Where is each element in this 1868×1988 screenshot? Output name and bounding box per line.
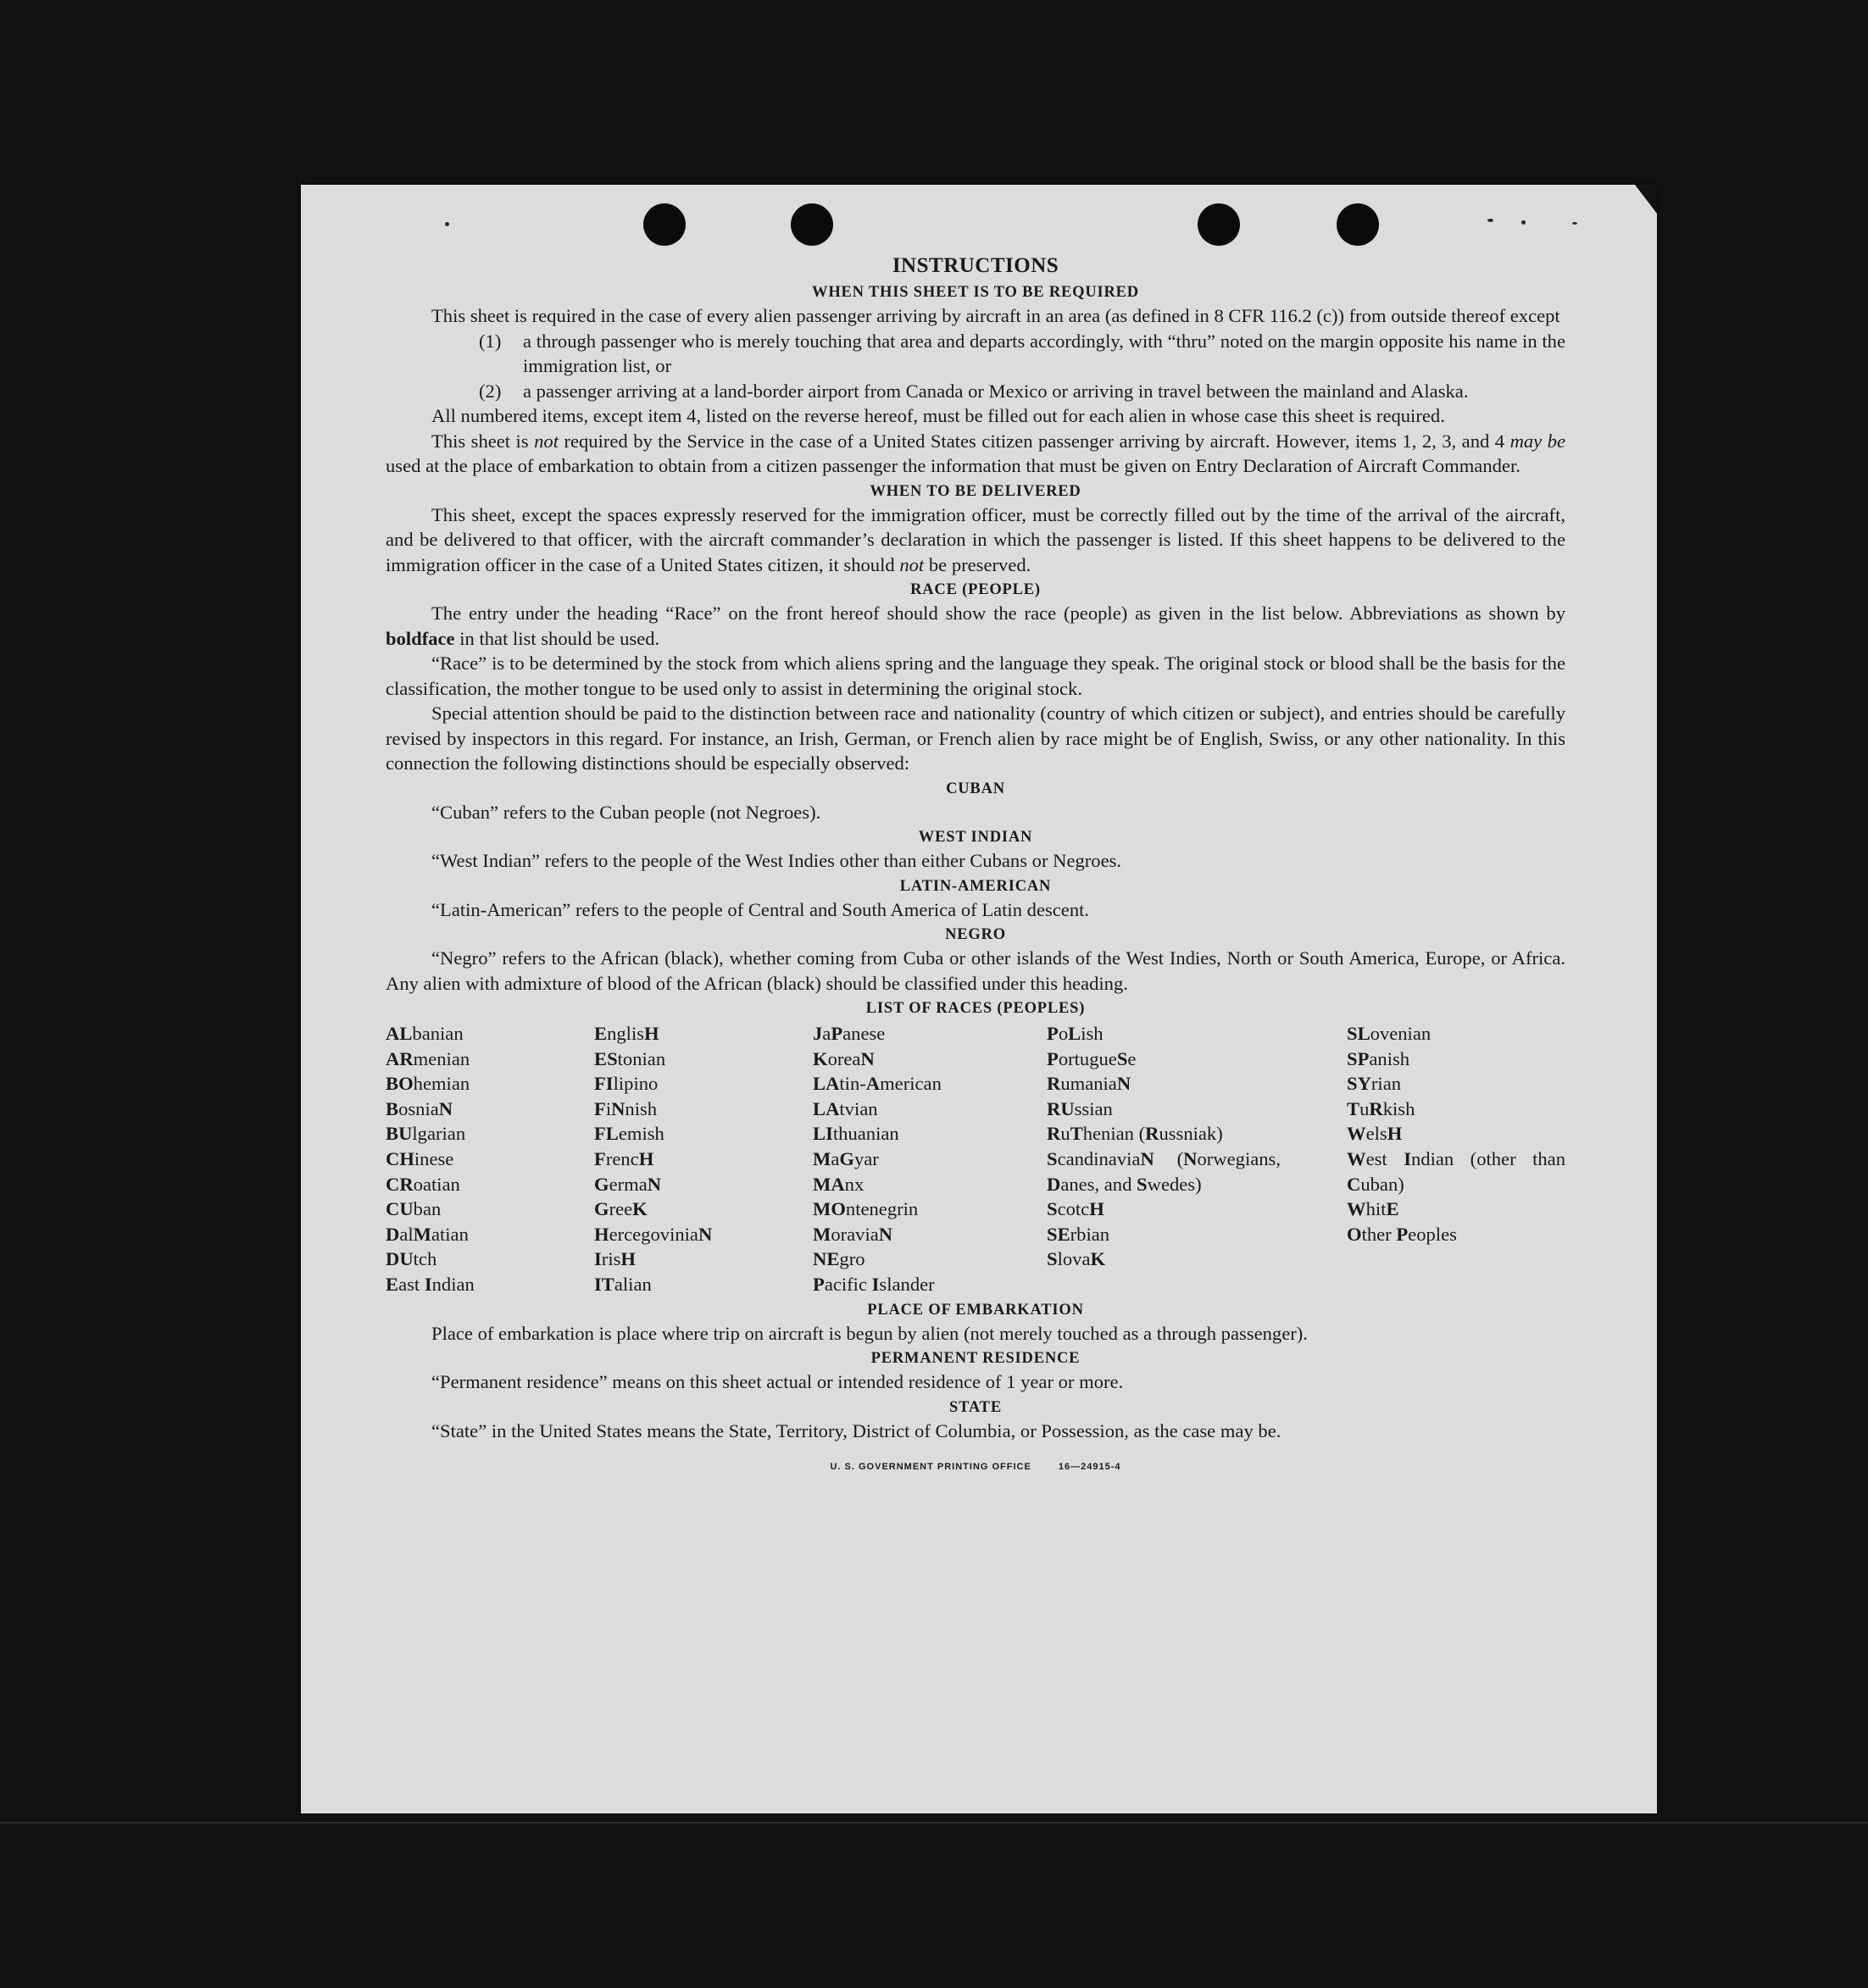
race-entry: BUlgarian [386, 1123, 466, 1145]
race-entry: RUssian [1047, 1097, 1113, 1119]
race-entry: SYrian [1347, 1073, 1402, 1095]
races-column-2 [594, 1021, 813, 1297]
races-list [386, 1021, 1565, 1297]
race-entry: CRoatian [386, 1173, 460, 1195]
race-entry: BosniaN [386, 1097, 453, 1119]
race-entry: MAnx [813, 1173, 865, 1195]
race-entry: GreeK [594, 1198, 648, 1220]
folded-corner [1635, 185, 1657, 214]
race-entry: MaGyar [813, 1147, 879, 1169]
item-text: a through passenger who is merely touching that area and departs accordingly, with “thru” noted on the margin opposite his name in the immigration list, or [523, 330, 1565, 376]
heading-west-indian: WEST INDIAN [918, 829, 1033, 846]
instruction-sheet [301, 185, 1657, 1813]
race-entry: ARmenian [386, 1047, 470, 1069]
speck [1521, 220, 1526, 225]
exception-item-2 [479, 379, 1565, 404]
race-paragraph-3: Special attention should be paid to the distinction between race and nationality (country of which citizen or subject), and entries should be carefully revised by inspectors in this regard. For instance, an Irish, German, or French alien by race might be of English, Swiss, or any other nationality. In this connection the following distinctions should be especially observed: [386, 702, 1565, 774]
when-required-intro: This sheet is required in the case of every alien passenger arriving by aircraft in an area (as defined in 8 CFR 116.2 (c)) from outside thereof except [431, 305, 1560, 326]
race-entry: West Indian (other than Cuban) [1347, 1147, 1566, 1195]
text-run: in that list should be used. [454, 627, 660, 649]
form-code: 16—24915-4 [1058, 1462, 1121, 1473]
race-entry: DalMatian [386, 1223, 469, 1245]
speck [445, 222, 449, 226]
heading-list-of-races: LIST OF RACES (PEOPLES) [865, 1000, 1086, 1017]
race-paragraph-2: “Race” is to be determined by the stock from which aliens spring and the language they speak. The original stock or blood shall be the basis for the classification, the mother tongue to be used only to assist in determining the original stock. [386, 652, 1565, 699]
race-entry: WelsH [1347, 1123, 1403, 1145]
printing-office: U. S. GOVERNMENT PRINTING OFFICE [830, 1462, 1031, 1473]
negro-text: “Negro” refers to the African (black), whether coming from Cuba or other islands of the West Indies, North or South America, Europe, or Africa. Any alien with admixture of blood of the African (black) should be classified under this heading. [386, 947, 1565, 994]
races-column-5 [1347, 1021, 1565, 1297]
race-entry: EStonian [594, 1047, 666, 1069]
italic-not: not [534, 430, 559, 452]
race-entry: IrisH [594, 1248, 636, 1270]
punch-hole-1 [643, 203, 686, 246]
speck [1487, 219, 1493, 222]
race-entry: FLemish [594, 1123, 664, 1145]
race-entry: HercegoviniaN [594, 1223, 713, 1245]
race-entry: FiNnish [594, 1097, 658, 1119]
heading-when-required: WHEN THIS SHEET IS TO BE REQUIRED [812, 284, 1139, 301]
races-column-1 [386, 1021, 594, 1297]
race-entry: RuThenian (Russniak) [1047, 1123, 1223, 1145]
race-entry: SErbian [1047, 1223, 1110, 1245]
race-entry: ITalian [594, 1273, 652, 1295]
text-run: be preserved. [924, 553, 1031, 575]
race-entry: SPanish [1347, 1047, 1410, 1069]
race-entry: CUban [386, 1198, 442, 1220]
race-entry: FIlipino [594, 1073, 659, 1095]
punch-hole-3 [1198, 203, 1240, 246]
text-run: The entry under the heading “Race” on the front hereof should show the race (people) as given in the list below. Abbreviations as shown by [431, 603, 1565, 624]
permanent-residence-text: “Permanent residence” means on this sheet actual or intended residence of 1 year or more. [431, 1371, 1124, 1393]
heading-embarkation: PLACE OF EMBARKATION [867, 1301, 1084, 1319]
printer-imprint [386, 1455, 1565, 1480]
heading-state: STATE [949, 1398, 1002, 1416]
heading-negro: NEGRO [945, 926, 1006, 943]
text-run: This sheet is [431, 430, 535, 452]
race-entry: GermaN [594, 1173, 662, 1195]
race-entry: East Indian [386, 1273, 475, 1295]
citizen-paragraph [386, 429, 1565, 479]
race-entry: MoraviaN [813, 1223, 893, 1245]
race-entry: ScandinaviaN (Norwegians, Danes, and Swedes) [1047, 1147, 1281, 1195]
race-entry: LAtin-American [813, 1073, 942, 1095]
race-entry: ScotcH [1047, 1198, 1104, 1220]
scan-border-line [0, 1822, 1868, 1824]
latin-american-text: “Latin-American” refers to the people of Central and South America of Latin descent. [431, 898, 1090, 920]
race-entry: SlovaK [1047, 1248, 1106, 1270]
heading-permanent-residence: PERMANENT RESIDENCE [870, 1350, 1081, 1368]
item-number: (1) [479, 330, 502, 352]
punch-hole-4 [1337, 203, 1379, 246]
race-entry: WhitE [1347, 1198, 1399, 1220]
heading-cuban: CUBAN [946, 780, 1005, 797]
item-text: a passenger arriving at a land-border airport from Canada or Mexico or arriving in travel between the mainland and Alaska. [523, 380, 1469, 402]
race-entry: TuRkish [1347, 1097, 1415, 1119]
heading-latin-american: LATIN-AMERICAN [899, 877, 1052, 895]
text-run: used at the place of embarkation to obtain from a citizen passenger the information that must be given on Entry Declaration of Aircraft Commander. [386, 455, 1521, 476]
race-entry: BOhemian [386, 1073, 470, 1095]
west-indian-text: “West Indian” refers to the people of the West Indies other than either Cubans or Negroes. [431, 850, 1122, 871]
race-entry: LAtvian [813, 1097, 878, 1119]
item-number: (2) [479, 380, 502, 402]
race-paragraph-1 [386, 601, 1565, 651]
instructions-content [386, 253, 1565, 1480]
heading-race: RACE (PEOPLE) [910, 581, 1041, 598]
race-entry: MOntenegrin [813, 1198, 919, 1220]
race-entry: JaPanese [813, 1023, 886, 1044]
race-entry: Other Peoples [1347, 1223, 1457, 1245]
speck [1572, 222, 1577, 225]
bold-boldface: boldface [386, 627, 455, 649]
race-entry: Pacific Islander [813, 1273, 935, 1295]
state-text: “State” in the United States means the State, Territory, District of Columbia, or Possession, as the case may be. [431, 1419, 1281, 1441]
race-entry: RumaniaN [1047, 1073, 1131, 1095]
race-entry: DUtch [386, 1248, 437, 1270]
race-entry: ALbanian [386, 1023, 464, 1044]
heading-when-delivered: WHEN TO BE DELIVERED [870, 482, 1081, 500]
punch-hole-2 [791, 203, 833, 246]
document-title: INSTRUCTIONS [892, 254, 1059, 277]
race-entry: CHinese [386, 1147, 454, 1169]
race-entry: PortugueSe [1047, 1047, 1137, 1069]
embarkation-text: Place of embarkation is place where trip on aircraft is begun by alien (not merely touched as a through passenger). [431, 1322, 1308, 1344]
race-entry: SLovenian [1347, 1023, 1432, 1044]
races-column-3 [813, 1021, 1047, 1297]
numbered-items-paragraph: All numbered items, except item 4, listed on the reverse hereof, must be filled out for each alien in whose case this sheet is required. [431, 405, 1445, 426]
exception-item-1 [479, 329, 1565, 379]
race-entry: EnglisH [594, 1023, 659, 1044]
italic-may-be: may be [1509, 430, 1566, 452]
text-run: required by the Service in the case of a United States citizen passenger arriving by aircraft. However, items 1, 2, 3, and 4 [558, 430, 1510, 452]
race-entry: NEgro [813, 1248, 865, 1270]
race-entry: PoLish [1047, 1023, 1104, 1044]
races-column-4 [1047, 1021, 1281, 1297]
when-delivered-text [386, 503, 1565, 578]
italic-not: not [899, 553, 925, 575]
race-entry: KoreaN [813, 1047, 875, 1069]
cuban-text: “Cuban” refers to the Cuban people (not Negroes). [431, 801, 821, 823]
text-run: This sheet, except the spaces expressly reserved for the immigration officer, must be correctly filled out by the time of the arrival of the aircraft, and be delivered to that officer, with the aircraft commander’s declaration in which the passenger is listed. If this sheet happens to be delivered to the immigration officer in the case of a United States citizen, it should [386, 503, 1565, 575]
race-entry: LIthuanian [813, 1123, 899, 1145]
race-entry: FrencH [594, 1147, 654, 1169]
